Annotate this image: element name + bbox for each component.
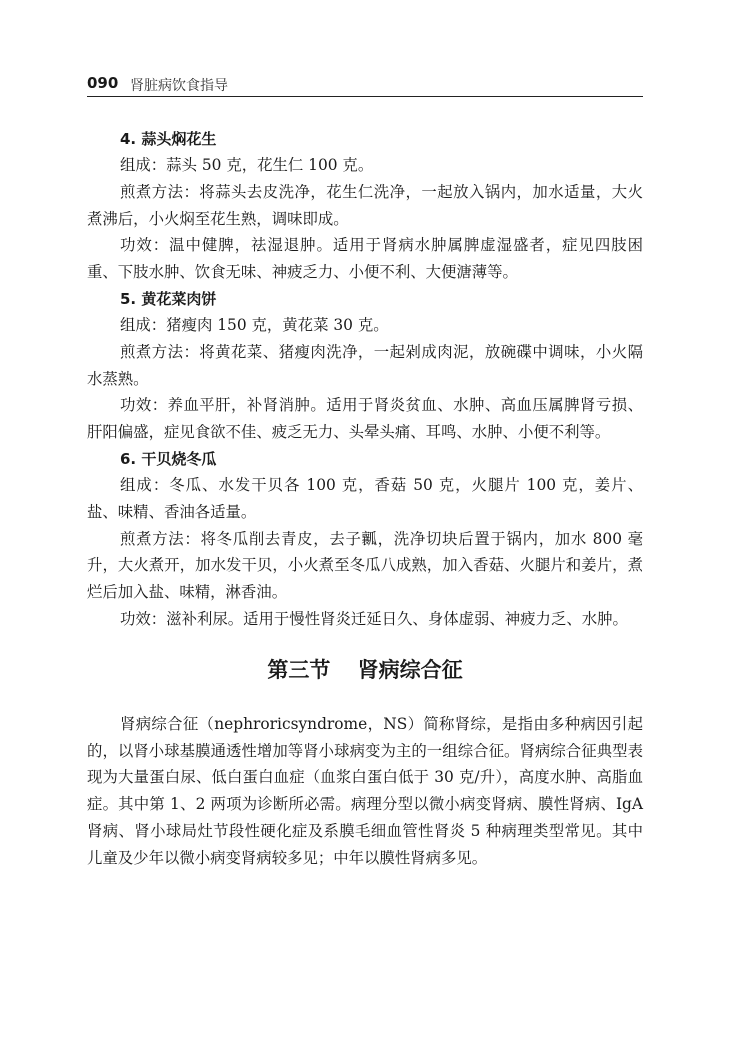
recipe-composition: 组成：猪瘦肉 150 克，黄花菜 30 克。 (120, 315, 389, 334)
recipe-title: 5. 黄花菜肉饼 (120, 289, 217, 308)
recipe-effect: 功效：温中健脾，祛湿退肿。适用于肾病水肿属脾虚湿盛者，症见四肢困重、下肢水肿、饮食无味、神疲乏力、小便不利、大便溏薄等。 (87, 236, 643, 282)
recipe-method: 煎煮方法：将蒜头去皮洗净，花生仁洗净，一起放入锅内，加水适量，大火煮沸后，小火焖至花生熟，调味即成。 (87, 182, 643, 228)
recipe-title: 4. 蒜头焖花生 (120, 130, 217, 148)
page-number: 090 (87, 74, 119, 92)
intro-paragraph: 肾病综合征（nephroricsyndrome，NS）简称肾综，是指由多种病因引起的，以肾小球基膜通透性增加等肾小球病变为主的一组综合征。肾病综合征典型表现为大量蛋白尿、低白蛋白血症（血浆白蛋白低于 30 克/升），高度水肿、高脂血症。其中第 1、2 两项为诊断所必需。病理分型以微小病变肾病、膜性肾病、IgA 肾病、肾小球局灶节段性硬化症及系膜毛细血管性肾炎 5 种病理类型常见。其中儿童及少年以微小病变肾病较多见；中年以膜性肾病多见。 (87, 714, 643, 867)
header-rule (87, 96, 643, 97)
recipe-5 (87, 286, 643, 446)
recipe-title: 6. 干贝烧冬瓜 (120, 449, 217, 468)
book-title: 肾脏病饮食指导 (130, 78, 228, 94)
recipe-composition: 组成：冬瓜、水发干贝各 100 克，香菇 50 克，火腿片 100 克，姜片、盐、味精、香油各适量。 (87, 475, 643, 521)
recipe-method: 煎煮方法：将冬瓜削去青皮，去子瓤，洗净切块后置于锅内，加水 800 毫升，大火煮开，加水发干贝，小火煮至冬瓜八成熟，加入香菇、火腿片和姜片，煮烂后加入盐、味精，淋香油。 (87, 529, 643, 602)
recipe-effect: 功效：养血平肝，补肾消肿。适用于肾炎贫血、水肿、高血压属脾肾亏损、肝阳偏盛，症见食欲不佳、疲乏无力、头晕头痛、耳鸣、水肿、小便不利等。 (87, 396, 643, 442)
recipe-composition: 组成：蒜头 50 克，花生仁 100 克。 (120, 156, 374, 174)
recipe-4 (87, 126, 643, 286)
section-number: 第三节 (267, 657, 331, 682)
recipe-effect: 功效：滋补利尿。适用于慢性肾炎迁延日久、身体虚弱、神疲力乏、水肿。 (120, 609, 628, 628)
recipe-6 (87, 446, 643, 633)
section-heading (87, 655, 643, 685)
recipe-method: 煎煮方法：将黄花菜、猪瘦肉洗净，一起剁成肉泥，放碗碟中调味，小火隔水蒸熟。 (87, 342, 643, 388)
page-body (87, 126, 643, 872)
page-header (87, 74, 643, 94)
section-title: 肾病综合征 (357, 657, 463, 682)
